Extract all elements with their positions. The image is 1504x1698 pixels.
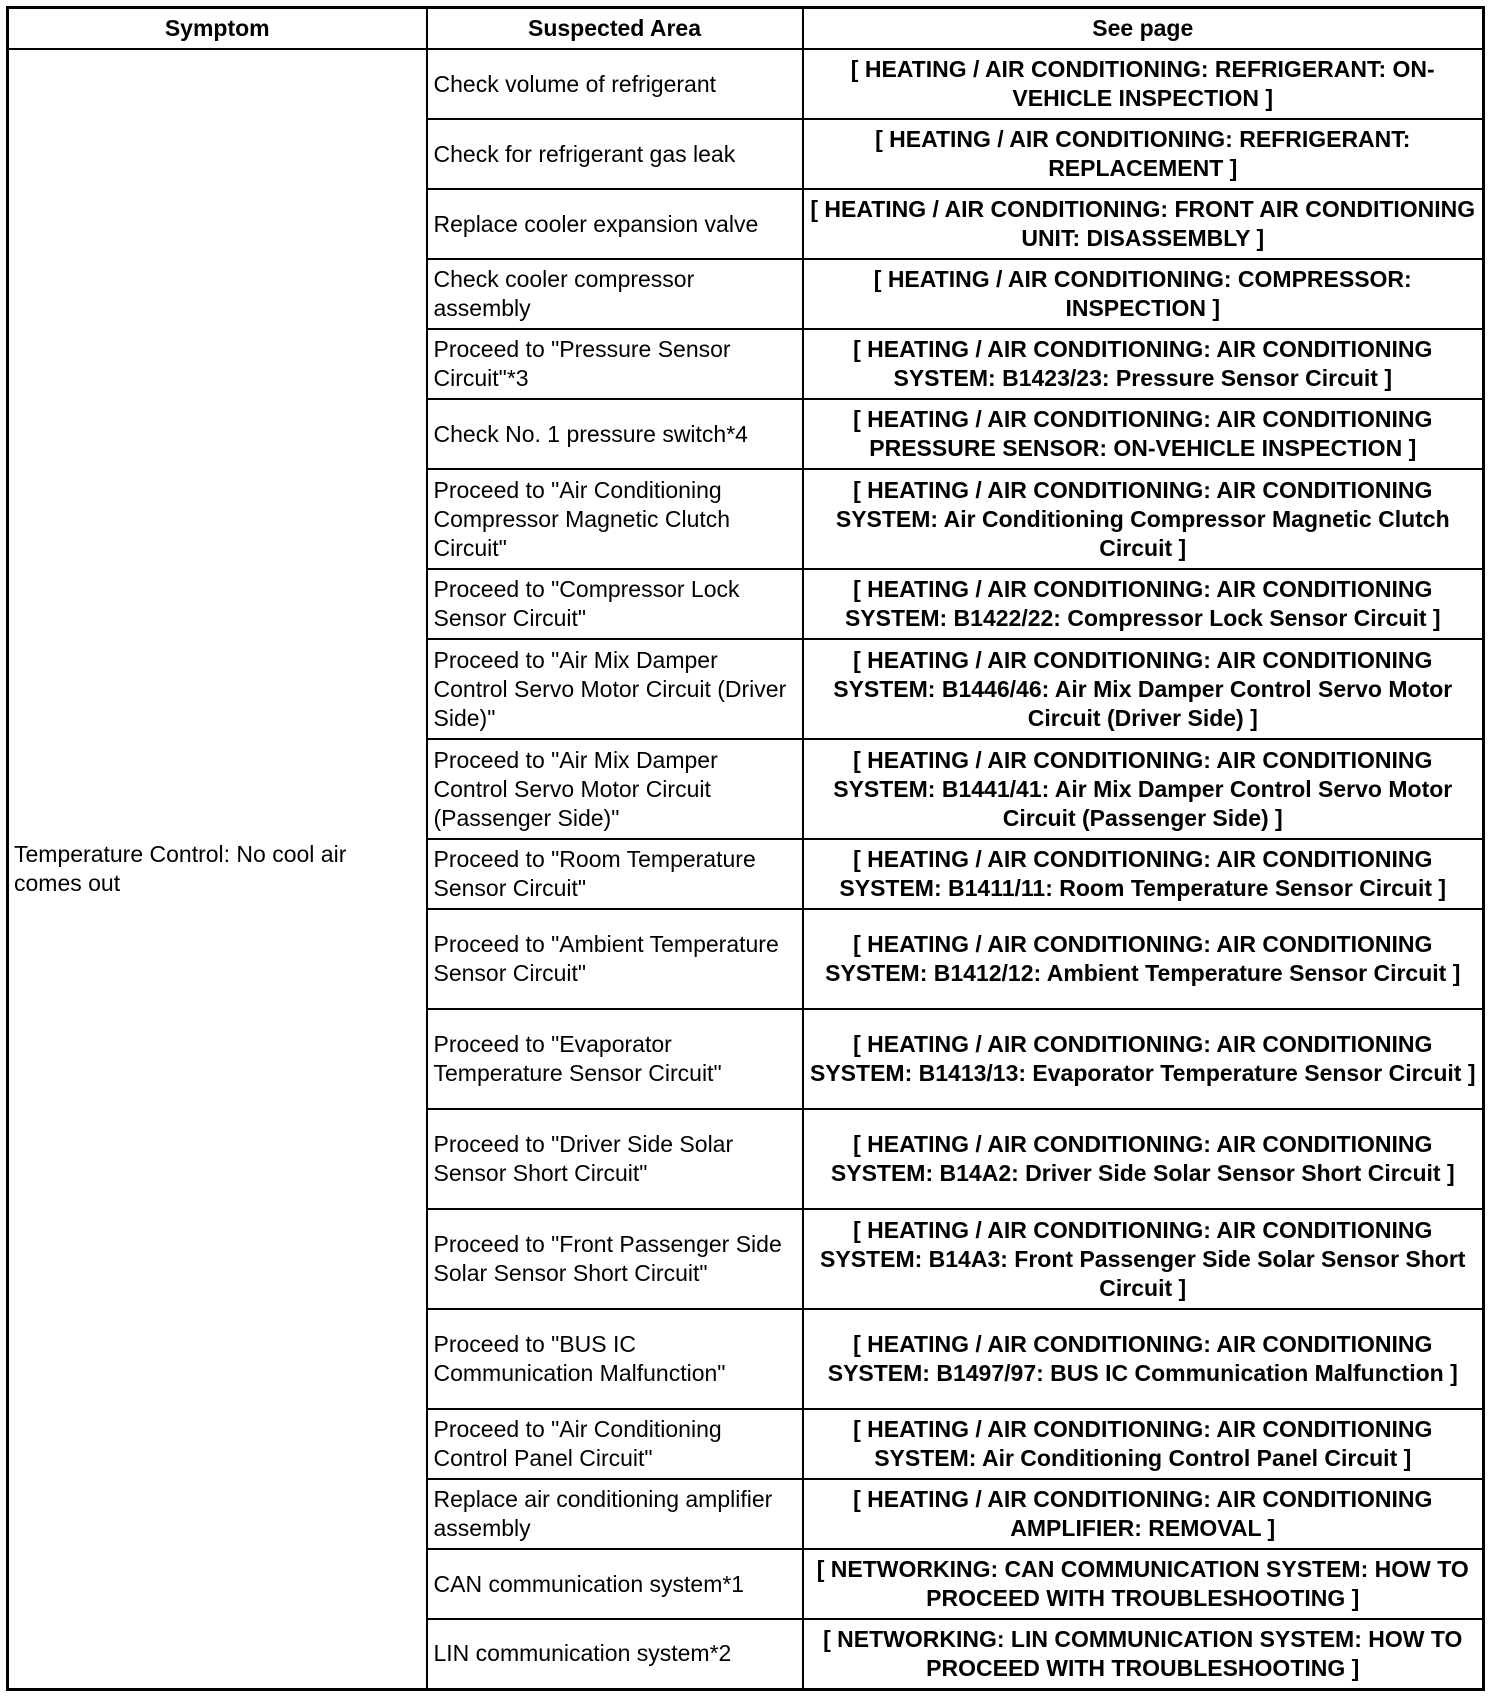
suspected-area-cell: Check for refrigerant gas leak xyxy=(427,119,803,189)
see-page-link[interactable]: [ HEATING / AIR CONDITIONING: AIR CONDITIONING SYSTEM: B1411/11: Room Temperature Sensor Circuit ] xyxy=(803,839,1484,909)
suspected-area-cell: Proceed to "Driver Side Solar Sensor Short Circuit" xyxy=(427,1109,803,1209)
symptom-cell: Temperature Control: No cool air comes out xyxy=(8,49,427,1689)
see-page-link[interactable]: [ NETWORKING: CAN COMMUNICATION SYSTEM: HOW TO PROCEED WITH TROUBLESHOOTING ] xyxy=(803,1549,1484,1619)
troubleshooting-table xyxy=(6,6,1485,1691)
see-page-link[interactable]: [ HEATING / AIR CONDITIONING: AIR CONDITIONING SYSTEM: B14A2: Driver Side Solar Sensor Short Circuit ] xyxy=(803,1109,1484,1209)
suspected-area-cell: LIN communication system*2 xyxy=(427,1619,803,1689)
suspected-area-cell: Check cooler compressor assembly xyxy=(427,259,803,329)
suspected-area-cell: CAN communication system*1 xyxy=(427,1549,803,1619)
suspected-area-cell: Proceed to "Air Mix Damper Control Servo Motor Circuit (Passenger Side)" xyxy=(427,739,803,839)
suspected-area-cell: Replace air conditioning amplifier assembly xyxy=(427,1479,803,1549)
see-page-link[interactable]: [ HEATING / AIR CONDITIONING: FRONT AIR CONDITIONING UNIT: DISASSEMBLY ] xyxy=(803,189,1484,259)
header-symptom: Symptom xyxy=(8,8,427,50)
see-page-link[interactable]: [ NETWORKING: LIN COMMUNICATION SYSTEM: HOW TO PROCEED WITH TROUBLESHOOTING ] xyxy=(803,1619,1484,1689)
see-page-link[interactable]: [ HEATING / AIR CONDITIONING: AIR CONDITIONING SYSTEM: B1446/46: Air Mix Damper Control Servo Motor Circuit (Driver Side) ] xyxy=(803,639,1484,739)
header-suspected-area: Suspected Area xyxy=(427,8,803,50)
see-page-link[interactable]: [ HEATING / AIR CONDITIONING: AIR CONDITIONING SYSTEM: B14A3: Front Passenger Side Solar Sensor Short Circuit ] xyxy=(803,1209,1484,1309)
see-page-link[interactable]: [ HEATING / AIR CONDITIONING: REFRIGERANT: REPLACEMENT ] xyxy=(803,119,1484,189)
suspected-area-cell: Proceed to "Compressor Lock Sensor Circuit" xyxy=(427,569,803,639)
see-page-link[interactable]: [ HEATING / AIR CONDITIONING: AIR CONDITIONING SYSTEM: Air Conditioning Control Panel Circuit ] xyxy=(803,1409,1484,1479)
suspected-area-cell: Proceed to "BUS IC Communication Malfunction" xyxy=(427,1309,803,1409)
suspected-area-cell: Proceed to "Air Mix Damper Control Servo Motor Circuit (Driver Side)" xyxy=(427,639,803,739)
table-row xyxy=(8,49,1484,119)
see-page-link[interactable]: [ HEATING / AIR CONDITIONING: AIR CONDITIONING AMPLIFIER: REMOVAL ] xyxy=(803,1479,1484,1549)
see-page-link[interactable]: [ HEATING / AIR CONDITIONING: AIR CONDITIONING PRESSURE SENSOR: ON-VEHICLE INSPECTION ] xyxy=(803,399,1484,469)
suspected-area-cell: Proceed to "Air Conditioning Control Panel Circuit" xyxy=(427,1409,803,1479)
see-page-link[interactable]: [ HEATING / AIR CONDITIONING: AIR CONDITIONING SYSTEM: Air Conditioning Compressor Magnetic Clutch Circuit ] xyxy=(803,469,1484,569)
suspected-area-cell: Check No. 1 pressure switch*4 xyxy=(427,399,803,469)
suspected-area-cell: Proceed to "Ambient Temperature Sensor Circuit" xyxy=(427,909,803,1009)
see-page-link[interactable]: [ HEATING / AIR CONDITIONING: REFRIGERANT: ON-VEHICLE INSPECTION ] xyxy=(803,49,1484,119)
suspected-area-cell: Proceed to "Pressure Sensor Circuit"*3 xyxy=(427,329,803,399)
suspected-area-cell: Replace cooler expansion valve xyxy=(427,189,803,259)
see-page-link[interactable]: [ HEATING / AIR CONDITIONING: COMPRESSOR: INSPECTION ] xyxy=(803,259,1484,329)
suspected-area-cell: Proceed to "Front Passenger Side Solar Sensor Short Circuit" xyxy=(427,1209,803,1309)
see-page-link[interactable]: [ HEATING / AIR CONDITIONING: AIR CONDITIONING SYSTEM: B1423/23: Pressure Sensor Circuit ] xyxy=(803,329,1484,399)
see-page-link[interactable]: [ HEATING / AIR CONDITIONING: AIR CONDITIONING SYSTEM: B1412/12: Ambient Temperature Sensor Circuit ] xyxy=(803,909,1484,1009)
header-row xyxy=(8,8,1484,50)
see-page-link[interactable]: [ HEATING / AIR CONDITIONING: AIR CONDITIONING SYSTEM: B1422/22: Compressor Lock Sensor Circuit ] xyxy=(803,569,1484,639)
see-page-link[interactable]: [ HEATING / AIR CONDITIONING: AIR CONDITIONING SYSTEM: B1413/13: Evaporator Temperature Sensor Circuit ] xyxy=(803,1009,1484,1109)
see-page-link[interactable]: [ HEATING / AIR CONDITIONING: AIR CONDITIONING SYSTEM: B1497/97: BUS IC Communication Malfunction ] xyxy=(803,1309,1484,1409)
see-page-link[interactable]: [ HEATING / AIR CONDITIONING: AIR CONDITIONING SYSTEM: B1441/41: Air Mix Damper Control Servo Motor Circuit (Passenger Side) ] xyxy=(803,739,1484,839)
header-see-page: See page xyxy=(803,8,1484,50)
suspected-area-cell: Proceed to "Room Temperature Sensor Circuit" xyxy=(427,839,803,909)
suspected-area-cell: Proceed to "Evaporator Temperature Sensor Circuit" xyxy=(427,1009,803,1109)
suspected-area-cell: Proceed to "Air Conditioning Compressor Magnetic Clutch Circuit" xyxy=(427,469,803,569)
suspected-area-cell: Check volume of refrigerant xyxy=(427,49,803,119)
